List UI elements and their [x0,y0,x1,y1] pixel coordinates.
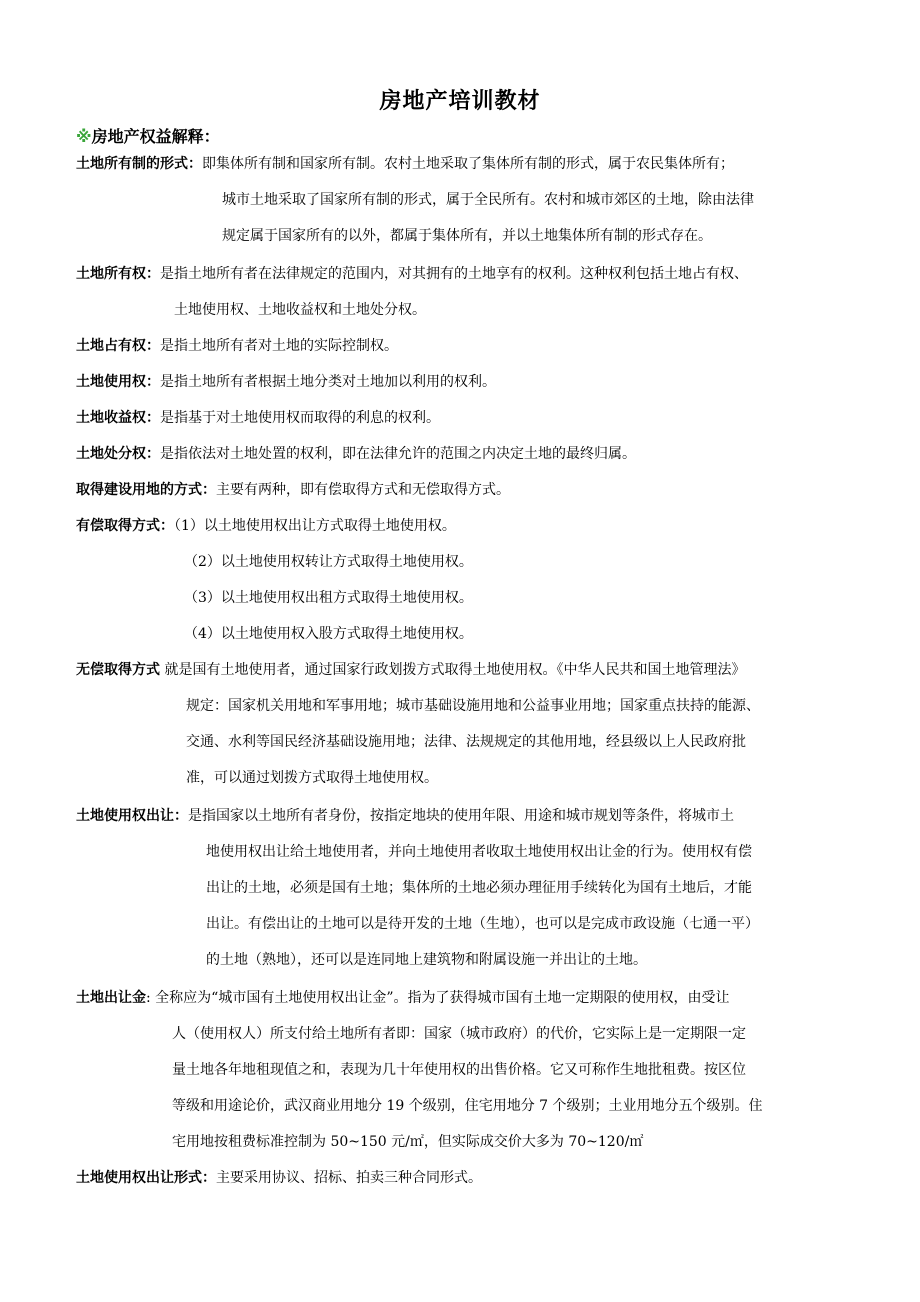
definition-text: 是指土地所有者在法律规定的范围内，对其拥有的土地享有的权利。这种权利包括土地占有权、 [160,266,748,282]
definition-term: 土地所有制的形式： [76,156,202,172]
definition-entry [76,798,844,978]
definition-text: 是指基于对土地使用权而取得的利息的权利。 [160,410,440,426]
document-title: 房地产培训教材 [379,89,541,114]
definition-entry [76,328,844,364]
definition-entry [76,652,844,796]
definition-text: 土地使用权、土地收益权和土地处分权。 [174,302,426,318]
definition-text: （1）以土地使用权出让方式取得土地使用权。 [174,518,456,534]
definition-term: 取得建设用地的方式： [76,482,216,498]
definition-text: 规定：国家机关用地和军事用地；城市基础设施用地和公益事业用地；国家重点扶持的能源、 [186,698,760,714]
definition-text: 城市土地采取了国家所有制的形式，属于全民所有。农村和城市郊区的土地，除由法律 [222,192,754,208]
definition-text: 出让的土地，必须是国有土地；集体所的土地必须办理征用手续转化为国有土地后，才能 [206,880,752,896]
section-heading [76,124,220,147]
definition-text: 交通、水利等国民经济基础设施用地；法律、法规规定的其他用地，经县级以上人民政府批 [186,734,746,750]
definition-text: 是指依法对土地处置的权利，即在法律允许的范围之内决定土地的最终归属。 [160,446,636,462]
definition-text: 人（使用权人）所支付给土地所有者即：国家（城市政府）的代价，它实际上是一定期限一定 [172,1026,746,1042]
definition-text: （3）以土地使用权出租方式取得土地使用权。 [184,590,473,606]
definition-text: 的土地（熟地），还可以是连同地上建筑物和附属设施一并出让的土地。 [206,952,647,968]
section-heading-text: 房地产权益解释： [91,127,220,146]
definition-text: 就是国有土地使用者，通过国家行政划拨方式取得土地使用权。《中华人民共和国土地管理法》 [160,662,746,678]
definition-entry [76,472,844,508]
definition-text: （2）以土地使用权转让方式取得土地使用权。 [184,554,473,570]
definition-entry [76,400,844,436]
definition-text: 是指土地所有者对土地的实际控制权。 [160,338,398,354]
definition-text: 宅用地按租费标准控制为 50~150 元/㎡，但实际成交价大多为 70~120/㎡ [172,1134,644,1150]
definition-text: 等级和用途论价，武汉商业用地分 19 个级别，住宅用地分 7 个级别；土业用地分五个级别。住 [172,1098,763,1114]
definition-text: : 全称应为“城市国有土地使用权出让金”。指为了获得城市国有土地一定期限的使用权，由受让 [146,990,730,1006]
definition-entry [76,364,844,400]
reference-mark: ※ [76,127,92,146]
definition-term: 土地处分权： [76,446,160,462]
definition-text: 量土地各年地租现值之和，表现为几十年使用权的出售价格。它又可称作生地批租费。按区位 [172,1062,746,1078]
definition-text: 出让。有偿出让的土地可以是待开发的土地（生地），也可以是完成市政设施（七通一平） [206,916,759,932]
definition-entry [76,1160,844,1196]
definition-text: 主要有两种，即有偿取得方式和无偿取得方式。 [216,482,510,498]
definition-text: 是指土地所有者根据土地分类对土地加以利用的权利。 [160,374,496,390]
definition-entry [76,436,844,472]
definition-term: 土地出让金 [76,990,146,1006]
definition-term: 土地使用权出让形式： [76,1170,216,1186]
definition-text: 主要采用协议、招标、拍卖三种合同形式。 [216,1170,482,1186]
definition-text: 是指国家以土地所有者身份，按指定地块的使用年限、用途和城市规划等条件，将城市土 [188,808,734,824]
definition-entry [76,980,844,1160]
definition-term: 无偿取得方式 [76,662,160,678]
definition-text: 准，可以通过划拨方式取得土地使用权。 [186,770,438,786]
definition-term: 土地使用权出让： [76,808,188,824]
definition-entry [76,508,844,652]
definition-term: 土地使用权： [76,374,160,390]
definition-term: 有偿取得方式： [76,518,174,534]
definition-entry [76,256,844,328]
definition-text: 地使用权出让给土地使用者，并向土地使用者收取土地使用权出让金的行为。使用权有偿 [206,844,752,860]
definition-text: 规定属于国家所有的以外，都属于集体所有，并以土地集体所有制的形式存在。 [222,228,712,244]
definition-term: 土地收益权： [76,410,160,426]
definition-term: 土地占有权： [76,338,160,354]
definition-entry [76,146,844,254]
definition-text: 即集体所有制和国家所有制。农村土地采取了集体所有制的形式，属于农民集体所有； [202,156,734,172]
definition-text: （4）以土地使用权入股方式取得土地使用权。 [184,626,473,642]
definition-term: 土地所有权： [76,266,160,282]
